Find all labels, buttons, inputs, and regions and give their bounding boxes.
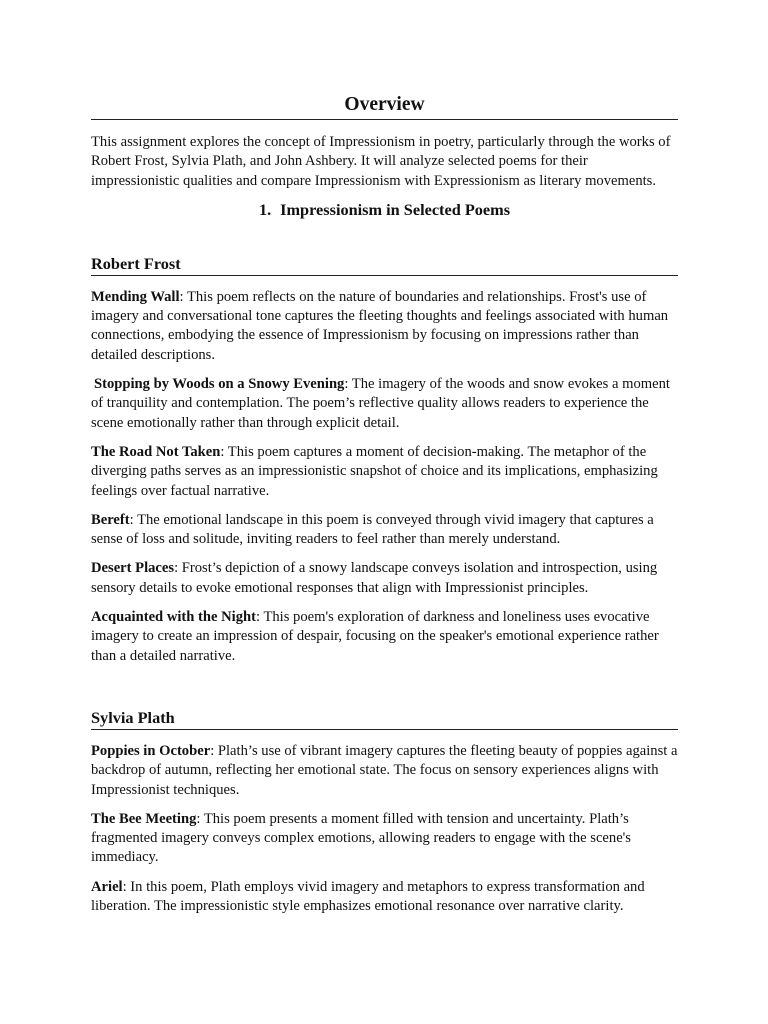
- poem-title: Mending Wall: [91, 288, 180, 305]
- poem-description: : In this poem, Plath employs vivid imagery and metaphors to express transformation and liberation. The impressionistic style emphasizes emotional resonance over narrative clarity.: [91, 878, 645, 915]
- poem-entry-road-not-taken: [91, 443, 678, 501]
- poem-entry-stopping-by-woods: [91, 375, 678, 433]
- poem-title: Ariel: [91, 878, 123, 895]
- poem-entry-acquainted-with-the-night: [91, 608, 678, 666]
- poem-title: The Road Not Taken: [91, 443, 221, 460]
- poem-title: Poppies in October: [91, 742, 211, 759]
- poem-description: : Frost’s depiction of a snowy landscape conveys isolation and introspection, using sensory details to evoke emotional responses that align with Impressionist principles.: [91, 560, 658, 596]
- poem-title: Acquainted with the Night: [91, 609, 257, 626]
- poem-description: : The imagery of the woods and snow evokes a moment of tranquility and contemplation. The poem’s reflective quality allows readers to experience the scene emotionally rather than through explicit detail.: [91, 376, 670, 431]
- poem-description: : The emotional landscape in this poem is conveyed through vivid imagery that captures a sense of loss and solitude, inviting readers to feel rather than merely understand.: [91, 511, 654, 548]
- section-heading: [91, 199, 678, 221]
- poem-description: : Plath’s use of vibrant imagery captures the fleeting beauty of poppies against a backdrop of autumn, reflecting her emotional state. The focus on sensory experiences aligns with Impressionist techniques.: [91, 742, 678, 798]
- poem-entry-bereft: [91, 511, 678, 550]
- author-heading-sylvia-plath: Sylvia Plath: [91, 707, 678, 730]
- poem-description: : This poem reflects on the nature of boundaries and relationships. Frost's use of imagery and conversational tone captures the fleeting thoughts and feelings associated with human connections, embodying the essence of Impressionism by focusing on impressions rather than detailed descriptions.: [91, 288, 669, 363]
- poem-title: Desert Places: [91, 560, 175, 577]
- poem-entry-desert-places: [91, 559, 678, 598]
- poem-entry-ariel: [91, 878, 678, 917]
- poem-description: : This poem presents a moment filled with tension and uncertainty. Plath’s fragmented imagery conveys complex emotions, allowing readers to engage with the scene's immediacy.: [91, 810, 631, 866]
- poem-title: The Bee Meeting: [91, 810, 197, 827]
- overview-heading: Overview: [91, 92, 678, 120]
- poem-entry-the-bee-meeting: [91, 810, 678, 868]
- section-number: 1.: [258, 199, 272, 219]
- section-title: Impressionism in Selected Poems: [280, 199, 511, 219]
- poem-title: Stopping by Woods on a Snowy Evening: [94, 376, 345, 393]
- document-page: [91, 92, 678, 916]
- poem-description: : This poem captures a moment of decision-making. The metaphor of the diverging paths serves as an impressionistic snapshot of choice and its implications, emphasizing feelings over factual narrative.: [91, 443, 658, 499]
- poem-title: Bereft: [91, 511, 130, 528]
- poem-description: : This poem's exploration of darkness and loneliness uses evocative imagery to create an impression of despair, focusing on the speaker's emotional experience rather than a detailed narrative.: [91, 609, 659, 664]
- author-heading-robert-frost: Robert Frost: [91, 253, 678, 276]
- overview-paragraph: This assignment explores the concept of Impressionism in poetry, particularly through the works of Robert Frost, Sylvia Plath, and John Ashbery. It will analyze selected poems for their impressionistic qualities and compare Impressionism with Expressionism as literary movements.: [91, 134, 671, 189]
- poem-entry-mending-wall: [91, 288, 678, 365]
- poem-entry-poppies-in-october: [91, 742, 678, 800]
